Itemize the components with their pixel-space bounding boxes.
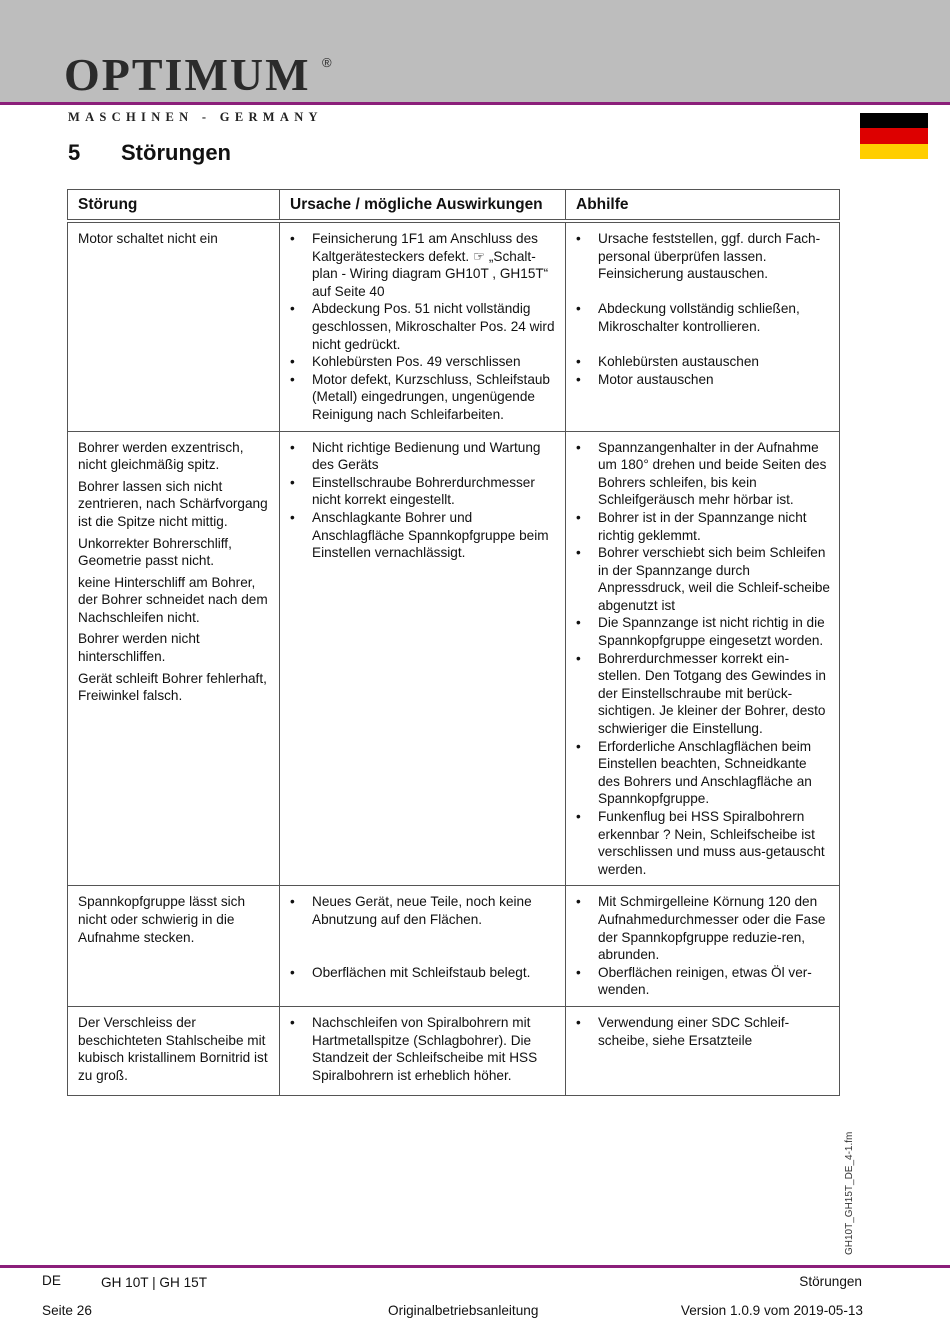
- footer-page-number: Seite 26: [42, 1303, 92, 1318]
- remedy-item: • Bohrer ist in der Spannzange nicht richtig geklemmt.: [576, 509, 831, 544]
- footer-chapter: Störungen: [799, 1274, 862, 1289]
- section-number: 5: [68, 140, 81, 165]
- table-header-row: [68, 190, 840, 222]
- fault-text: Spannkopfgruppe lässt sich nicht oder schwierig in die Aufnahme stecken.: [78, 894, 246, 945]
- german-flag-icon: [860, 113, 928, 159]
- remedy-item: • Funkenflug bei HSS Spiralbohrern erkennbar ? Nein, Schleifscheibe ist verschlissen und muss aus-getauscht werden.: [576, 808, 831, 878]
- cause-item: • Anschlagkante Bohrer und Anschlagfläche Spannkopfgruppe beim Einstellen vernachlässigt.: [290, 509, 557, 562]
- brand-tagline: MASCHINEN - GERMANY: [68, 110, 323, 124]
- registered-mark: ®: [322, 55, 332, 70]
- footer-document-type: Originalbetriebsanleitung: [388, 1303, 539, 1318]
- file-name-label: GH10T_GH15T_DE_4-1.fm: [844, 1131, 855, 1255]
- remedy-item: • Oberflächen reinigen, etwas Öl ver-wenden.: [576, 964, 831, 999]
- cause-item: • Abdeckung Pos. 51 nicht vollständig geschlossen, Mikroschalter Pos. 24 wird nicht gedrückt.: [290, 300, 557, 353]
- footer-models: GH 10T | GH 15T: [101, 1275, 208, 1290]
- fault-text: Unkorrekter Bohrerschliff, Geometrie passt nicht.: [78, 535, 232, 569]
- cause-cell: [280, 221, 566, 431]
- remedy-item: • Spannzangenhalter in der Aufnahme um 180° drehen und beide Seiten des Bohrers schleifen, bis kein Schleifgeräusch mehr hörbar ist.: [576, 439, 831, 509]
- remedy-item: • Kohlebürsten austauschen: [576, 353, 831, 371]
- cause-item: • Einstellschraube Bohrerdurchmesser nicht korrekt eingestellt.: [290, 474, 557, 509]
- fault-cell: [68, 886, 280, 1007]
- header-cause: Ursache / mögliche Auswirkungen: [280, 190, 566, 222]
- fault-cell: [68, 431, 280, 886]
- table-row: [68, 886, 840, 1007]
- fault-text: Bohrer lassen sich nicht zentrieren, nach Schärfvorgang ist die Spitze nicht mittig.: [78, 478, 268, 529]
- remedy-item: • Bohrerdurchmesser korrekt ein-stellen. Den Totgang des Gewindes in der Einstellschraube mit berück-sichtigen. Je kleiner der Bohrer, desto schwieriger die Einstellung.: [576, 650, 831, 738]
- cause-cell: [280, 886, 566, 1007]
- remedy-item: • Abdeckung vollständig schließen, Mikroschalter kontrollieren.: [576, 300, 831, 335]
- cause-item: • Neues Gerät, neue Teile, noch keine Abnutzung auf den Flächen.: [290, 893, 557, 928]
- cause-cell: [280, 1006, 566, 1095]
- footer-version: Version 1.0.9 vom 2019-05-13: [680, 1303, 863, 1318]
- remedy-item: • Bohrer verschiebt sich beim Schleifen in der Spannzange durch Anpressdruck, weil die Schleif-scheibe abgenutzt ist: [576, 544, 831, 614]
- remedy-cell: [566, 221, 840, 431]
- brand-logo: OPTIMUM: [64, 49, 311, 100]
- cause-item: • Kohlebürsten Pos. 49 verschlissen: [290, 353, 557, 371]
- remedy-cell: [566, 431, 840, 886]
- cause-cell: [280, 431, 566, 886]
- cause-item: • Nicht richtige Bedienung und Wartung des Geräts: [290, 439, 557, 474]
- remedy-cell: [566, 886, 840, 1007]
- fault-text: Der Verschleiss der beschichteten Stahlscheibe mit kubisch kristallinem Bornitrid ist zu groß.: [78, 1014, 268, 1083]
- fault-text: keine Hinterschliff am Bohrer, der Bohrer schneidet nach dem Nachschleifen nicht.: [78, 574, 268, 625]
- fault-text: Bohrer werden nicht hinterschliffen.: [78, 631, 200, 665]
- remedy-item: • Ursache feststellen, ggf. durch Fach-personal überprüfen lassen. Feinsicherung austauschen.: [576, 230, 831, 283]
- remedy-item: • Verwendung einer SDC Schleif-scheibe, siehe Ersatzteile: [576, 1014, 831, 1049]
- cause-item: • Feinsicherung 1F1 am Anschluss des Kaltgerätesteckers defekt. ☞ „Schalt-plan - Wiring diagram GH10T , GH15T“ auf Seite 40: [290, 230, 557, 300]
- footer-divider: [0, 1265, 950, 1268]
- fault-cell: [68, 1006, 280, 1095]
- remedy-item: • Erforderliche Anschlagflächen beim Einstellen beachten, Schneidkante des Bohrers und Anschlagfläche an Spannkopfgruppe.: [576, 738, 831, 808]
- header-fault: Störung: [68, 190, 280, 222]
- table-row: [68, 431, 840, 886]
- fault-text: Motor schaltet nicht ein: [78, 231, 218, 246]
- remedy-item: • Mit Schmirgelleine Körnung 120 den Aufnahmedurchmesser oder die Fase der Spannkopfgruppe reduzie-ren, abrunden.: [576, 893, 831, 963]
- header-divider: [0, 102, 950, 105]
- troubleshooting-table: [67, 189, 840, 1096]
- table-row: [68, 1006, 840, 1095]
- header-remedy: Abhilfe: [566, 190, 840, 222]
- remedy-item: • Motor austauschen: [576, 371, 831, 389]
- fault-cell: [68, 221, 280, 431]
- fault-text: Bohrer werden exzentrisch, nicht gleichmäßig spitz.: [78, 439, 244, 473]
- footer-language: DE: [42, 1273, 61, 1288]
- cause-item: • Oberflächen mit Schleifstaub belegt.: [290, 964, 557, 982]
- remedy-item: • Die Spannzange ist nicht richtig in die Spannkopfgruppe eingesetzt worden.: [576, 614, 831, 649]
- cause-item: • Nachschleifen von Spiralbohrern mit Hartmetallspitze (Schlagbohrer). Die Standzeit der Schleifscheibe mit HSS Spiralbohrern ist erheblich höher.: [290, 1014, 557, 1084]
- table-row: [68, 221, 840, 431]
- section-title: Störungen: [121, 140, 231, 165]
- remedy-cell: [566, 1006, 840, 1095]
- cause-item: • Motor defekt, Kurzschluss, Schleifstaub (Metall) eingedrungen, ungenügende Reinigung nach Schleifarbeiten.: [290, 371, 557, 424]
- fault-text: Gerät schleift Bohrer fehlerhaft, Freiwinkel falsch.: [78, 670, 267, 704]
